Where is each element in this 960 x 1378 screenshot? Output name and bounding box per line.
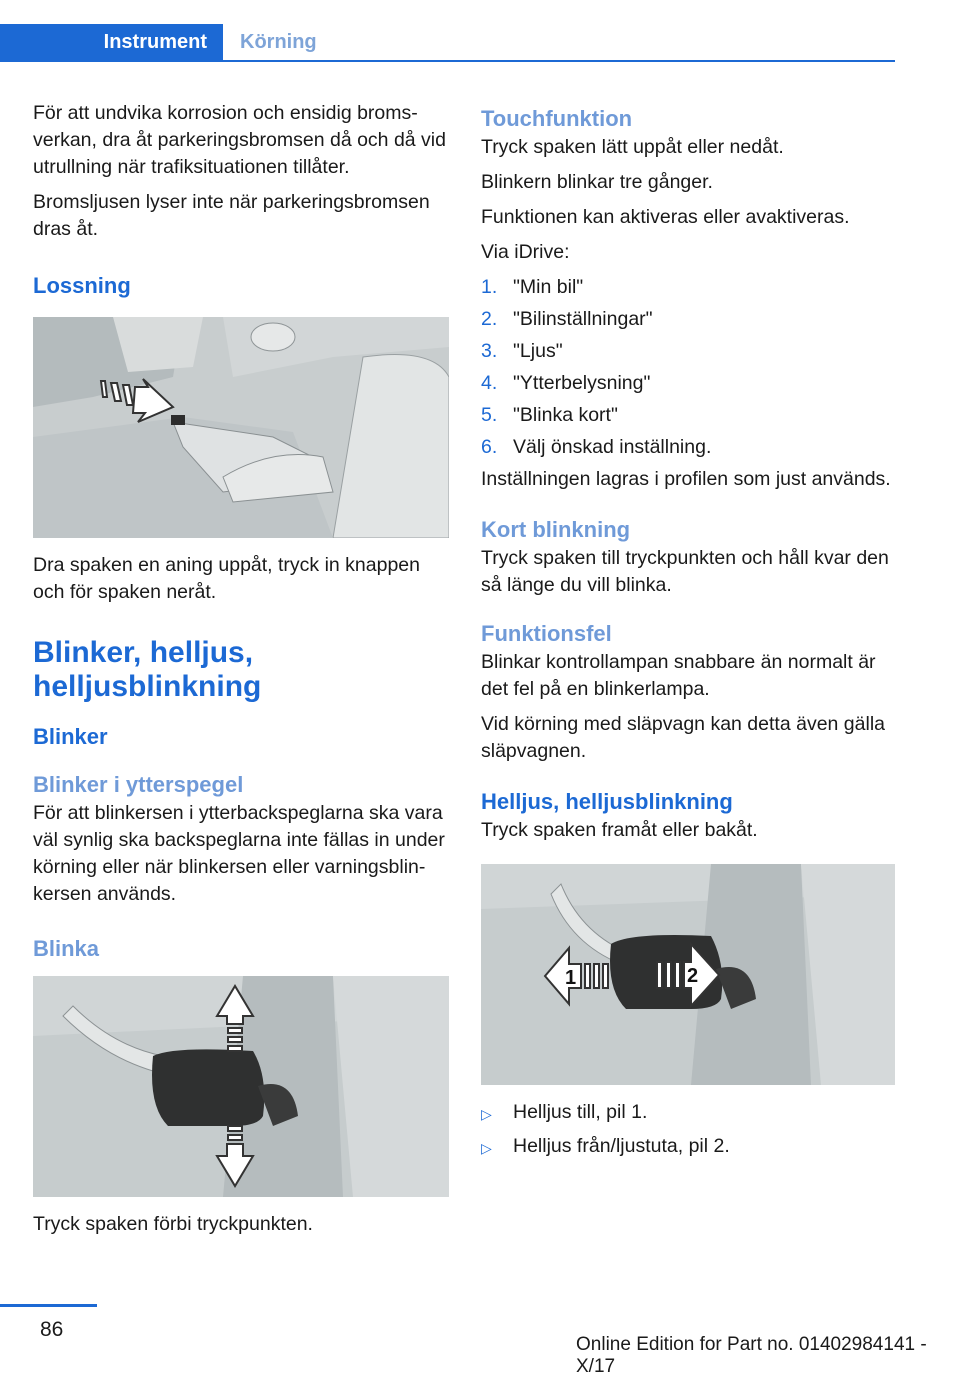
list-item: 3. "Ljus" [481,340,563,362]
tab-instrument[interactable]: Instrument [0,24,223,60]
heading-helljus: Helljus, helljusblinkning [481,789,733,814]
header-rule [0,60,895,62]
list-item: 4. "Ytterbelysning" [481,372,651,394]
arrow-label-1: 1 [565,967,577,989]
heading-fel: Funktionsfel [481,621,612,646]
footer-rule [0,1304,97,1307]
paragraph-mirror: För att blinkersen i ytterbackspeglarna ska vara väl synlig ska backspeglarna inte fällas in under körning eller när blinkersen eller varningsblinkersen används. [33,802,445,905]
triangle-bullet-icon: ▷ [481,1140,492,1156]
headlight-lever-illustration [481,864,895,1085]
figure-handbrake [33,317,449,538]
edition-note: Online Edition for Part no. 01402984141 - X/17 [576,1334,927,1377]
paragraph-brakelights: Bromsljusen lyser inte när parkeringsbromsen dras åt. [33,191,430,240]
heading-main: Blinker, helljus, helljusblinkning [33,636,262,703]
figure-blinker-lever [33,976,449,1197]
paragraph-helljus: Tryck spaken framåt eller bakåt. [481,819,758,841]
helljus-bullets [481,1099,897,1162]
right-column [481,104,897,1167]
caption-blinker: Tryck spaken förbi tryckpunkten. [33,1213,313,1235]
heading-mirror: Blinker i ytterspegel [33,772,244,797]
page-number: 86 [40,1318,64,1341]
triangle-bullet-icon: ▷ [481,1106,492,1122]
paragraph-fel-1: Blinkar kontrollampan snabbare än normalt är det fel på en blinkerlampa. [481,651,876,700]
heading-lossning: Lossning [33,273,131,298]
paragraph-touch-4: Via iDrive: [481,241,570,263]
paragraph-touch-1: Tryck spaken lätt uppåt eller nedåt. [481,136,784,158]
caption-handbrake: Dra spaken en aning uppåt, tryck in knappen och för spaken neråt. [33,554,421,603]
heading-touch: Touchfunktion [481,106,633,131]
arrow-label-2: 2 [687,965,699,987]
left-column [33,100,449,1246]
heading-blinker: Blinker [33,724,108,749]
paragraph-fel-2: Vid körning med släpvagn kan detta även gälla släpvagnen. [481,713,885,762]
handbrake-illustration [33,317,449,538]
list-item: ▷ Helljus till, pil 1. [481,1099,897,1128]
list-item: 5. "Blinka kort" [481,404,618,426]
list-item: 6. Välj önskad inställning. [481,436,712,458]
paragraph-corrosion: För att undvika korrosion och ensidig bromsverkan, dra åt parkeringsbromsen då och då vid utrullning när trafiksituationen tillåter. [33,102,446,178]
blinker-lever-illustration [33,976,449,1197]
paragraph-kort: Tryck spaken till tryckpunkten och håll kvar den så länge du vill blinka. [481,547,889,596]
heading-kort: Kort blinkning [481,517,631,542]
idrive-steps [481,274,897,461]
heading-blinka: Blinka [33,936,100,961]
paragraph-touch-3: Funktionen kan aktiveras eller avaktiveras. [481,206,850,228]
header-tabs [0,24,895,62]
paragraph-touch-2: Blinkern blinkar tre gånger. [481,171,713,193]
list-item: ▷ Helljus från/ljustuta, pil 2. [481,1133,897,1162]
list-item: 1. "Min bil" [481,276,584,298]
figure-headlight-lever [481,864,895,1085]
paragraph-saved: Inställningen lagras i profilen som just används. [481,468,891,490]
tab-korning[interactable]: Körning [240,30,317,53]
list-item: 2. "Bilinställningar" [481,308,653,330]
